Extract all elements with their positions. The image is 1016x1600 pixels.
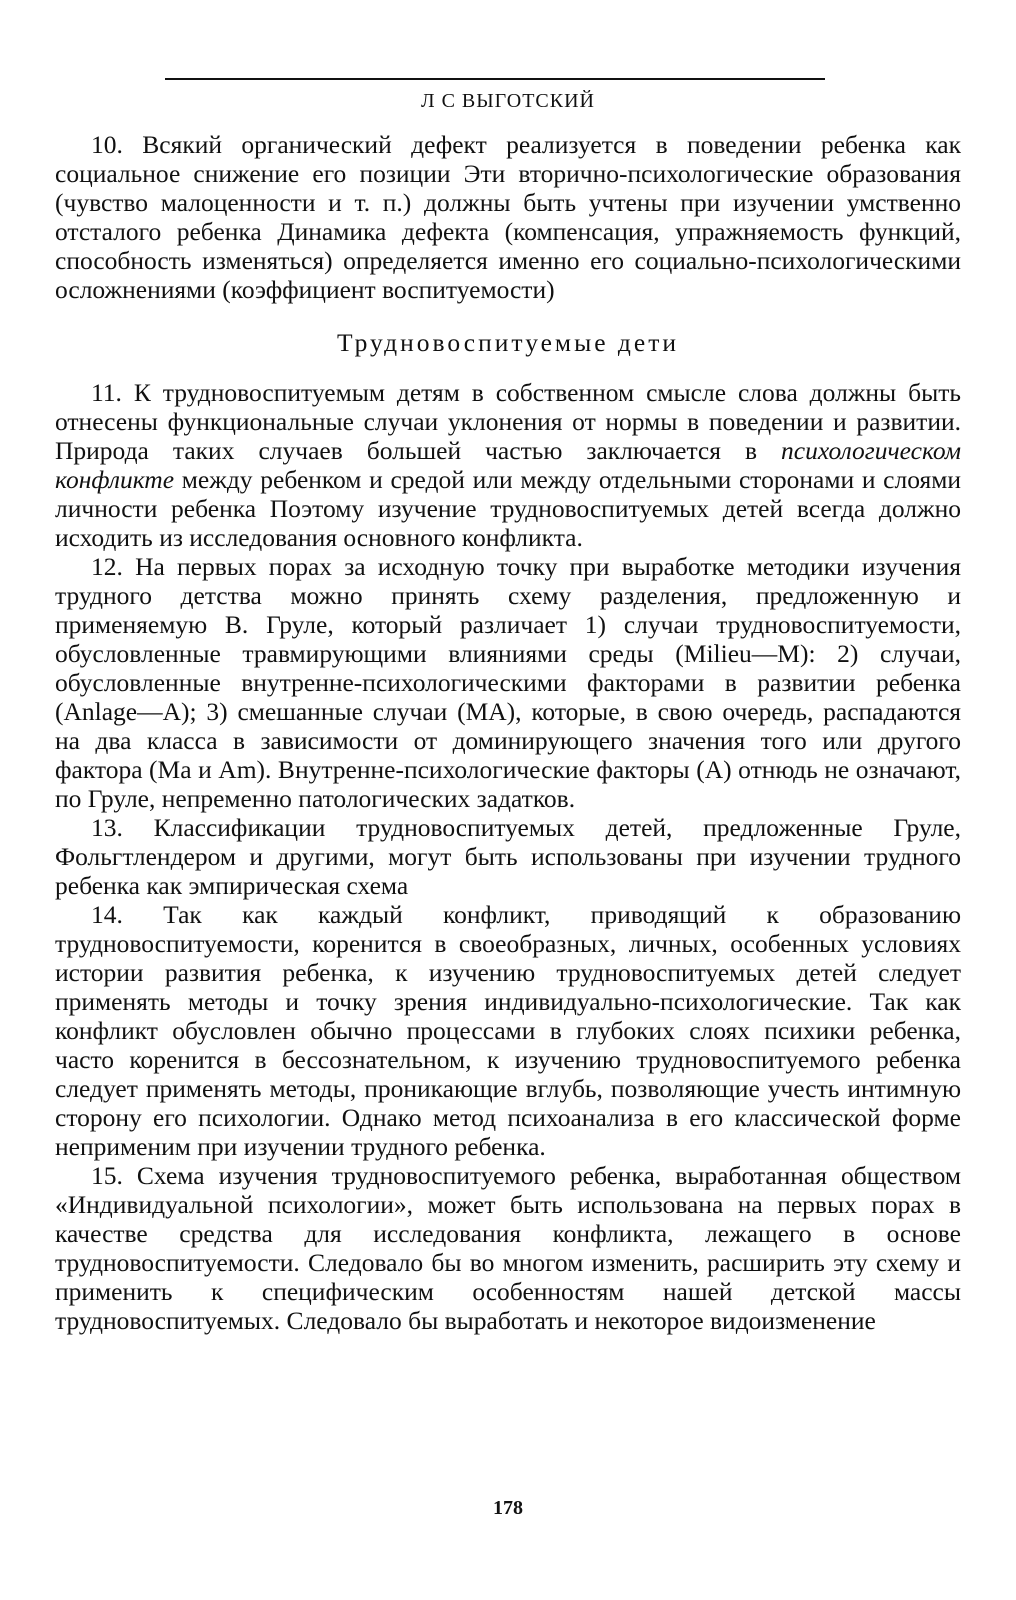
paragraph-15: 15. Схема изучения трудновоспитуемого ребенка, выработанная обществом «Индивидуальной психологии», может быть использована на первых порах в качестве средства для исследования конфликта, лежащего в основе трудновоспитуемости. Следовало бы во многом изменить, расширить эту схему и применить к специфическим особенностям нашей детской массы трудновоспитуемых. Следовало бы выработать и некоторое видоизменение <box>55 1161 961 1335</box>
running-head: Л С ВЫГОТСКИЙ <box>421 90 595 112</box>
header-rule <box>165 78 825 80</box>
paragraph-11 <box>55 378 961 552</box>
page-body <box>55 130 961 1335</box>
paragraph-13: 13. Классификации трудновоспитуемых детей, предложенные Груле, Фольгтлендером и другими, могут быть использованы при изучении трудного ребенка как эмпирическая схема <box>55 813 961 900</box>
paragraph-12: 12. На первых порах за исходную точку при выработке методики изучения трудного детства можно принять схему разделения, предложенную и применяемую В. Груле, который различает 1) случаи трудновоспитуемости, обусловленные травмирующими влияниями среды (Milieu—M): 2) случаи, обусловленные внутренне-психологическими факторами в развитии ребенка (Anlage—A); 3) смешанные случаи (MA), которые, в свою очередь, распадаются на два класса в зависимости от доминирующего значения того или другого фактора (Ma и Am). Внутренне-психологические факторы (A) отнюдь не означают, по Груле, непременно патологических задатков. <box>55 552 961 813</box>
paragraph-11-text-start: 11. К трудновоспитуемым детям в собственном смысле слова должны быть отнесены функциональные случаи уклонения от нормы в поведении и развитии. Природа таких случаев большей частью заключается в <box>55 378 961 465</box>
section-title: Трудновоспитуемые дети <box>337 328 679 357</box>
paragraph-14: 14. Так как каждый конфликт, приводящий к образованию трудновоспитуемости, коренится в своеобразных, личных, особенных условиях истории развития ребенка, к изучению трудновоспитуемых детей следует применять методы и точку зрения индивидуально-психологические. Так как конфликт обусловлен обычно процессами в глубоких слоях психики ребенка, часто коренится в бессознательном, к изучению трудновоспитуемого ребенка следует применять методы, проникающие вглубь, позволяющие учесть интимную сторону его психологии. Однако метод психоанализа в его классической форме неприменим при изучении трудного ребенка. <box>55 900 961 1161</box>
page-number: 178 <box>493 1497 523 1519</box>
book-page <box>55 0 961 1600</box>
paragraph-11-emphasis: психологическом конфликте <box>55 436 961 494</box>
paragraph-11-text-end: между ребенком и средой или между отдельными сторонами и слоями личности ребенка Поэтому изучение трудновоспитуемых детей всегда должно исходить из исследования основного конфликта. <box>55 465 961 552</box>
paragraph-10: 10. Всякий органический дефект реализуется в поведении ребенка как социальное снижение его позиции Эти вторично-психологические образования (чувство малоценности и т. п.) должны быть учтены при изучении умственно отсталого ребенка Динамика дефекта (компенсация, упражняемость функций, способность изменяться) определяется именно его социально-психологическими осложнениями (коэффициент воспитуемости) <box>55 130 961 304</box>
